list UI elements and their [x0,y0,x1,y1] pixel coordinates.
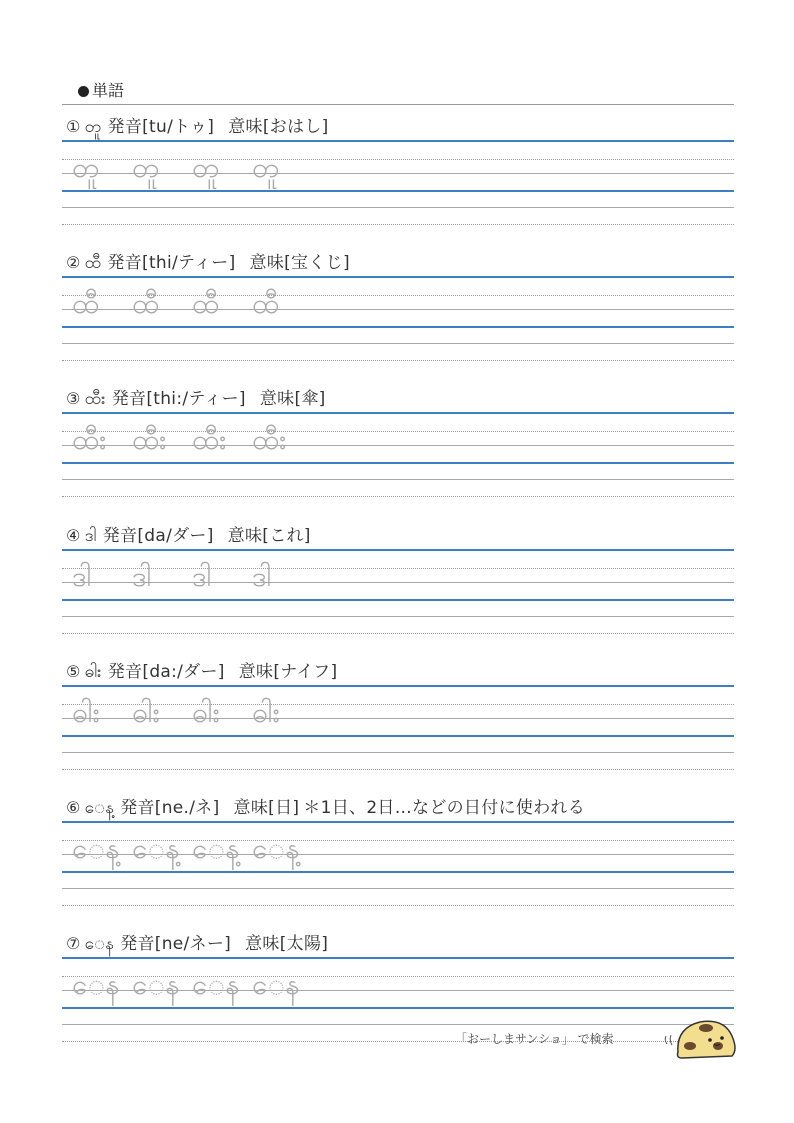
word-block [62,787,734,923]
tracing-row [72,967,672,1003]
myanmar-word: တူ [84,117,102,137]
ruled-line [62,633,734,634]
ruled-line [62,360,734,361]
ruled-line [62,343,734,344]
ruled-line [62,616,734,617]
bullet-dot-icon [78,86,89,97]
word-header [66,929,328,958]
ruled-line [62,735,734,737]
word-number: ② [66,253,81,273]
ruled-line [62,957,734,959]
tracing-glyph: ေန့ [72,832,120,865]
ruled-line [62,190,734,192]
tracing-glyph: ထီး [252,423,287,457]
myanmar-word: ဒါ [84,525,97,546]
pronunciation: 発音[ne./ネ] [120,798,220,818]
footer-search-text: 「おーしまサンショ」 で検索 [455,1032,614,1046]
tracing-glyph: ေန [132,968,180,1002]
ruled-line [62,871,734,873]
word-header [66,657,337,686]
word-header [66,112,329,141]
tracing-glyph: ထီး [72,423,107,457]
ruled-line [62,412,734,414]
pronunciation: 発音[da/ダー] [102,525,214,546]
ruled-line [62,224,734,225]
pronunciation: 発音[tu/トゥ] [107,117,215,137]
tracing-glyph: တူ [192,151,220,184]
word-block [62,515,734,651]
ruled-line [62,140,734,142]
tracing-glyph: တူ [72,151,100,184]
ruled-line [62,1041,734,1042]
ruled-line [62,685,734,687]
myanmar-word: ဓါး [84,661,102,682]
ruled-line [62,479,734,480]
ruled-line [62,821,734,823]
word-number: ① [66,117,81,136]
tracing-glyph: ထီး [192,423,227,457]
tracing-glyph: တူ [252,151,280,184]
tracing-glyph: ဒါ [192,559,212,593]
ruled-line [62,888,734,889]
ruled-line [62,207,734,208]
tracing-glyph: ေန [192,968,240,1002]
word-header [66,793,585,822]
tracing-glyph: ဓါး [72,695,100,729]
meaning: 意味[日] [233,798,300,818]
word-block [62,242,734,378]
ruled-line [62,1007,734,1009]
myanmar-word: ေန့ [84,798,115,818]
ruled-line [62,599,734,601]
pronunciation: 発音[da:/ダー] [107,661,225,682]
tracing-glyph: ေန [252,968,300,1002]
word-block [62,651,734,787]
tracing-glyph: ဒါ [252,559,272,593]
myanmar-word: ထီး [84,389,106,410]
pronunciation: 発音[thi/ティー] [107,253,236,274]
tracing-glyph: ဓါး [252,695,280,729]
word-number: ③ [66,389,81,409]
pronunciation: 発音[thi:/ティー] [111,389,246,410]
meaning: 意味[宝くじ] [249,253,350,274]
ruled-line [62,549,734,551]
pronunciation: 発音[ne/ネー] [120,934,232,955]
ruled-line [62,276,734,278]
tracing-glyph: ဒါ [132,559,152,593]
tracing-glyph: ေန [72,968,120,1002]
meaning: 意味[ナイフ] [238,661,338,682]
ruled-line [62,462,734,464]
tracing-row [72,150,672,186]
meaning: 意味[傘] [259,389,326,410]
tracing-glyph: ထီ [192,287,220,321]
ruled-line [62,326,734,328]
tracing-glyph: ထီး [132,423,167,457]
section-title: 単語 [78,78,124,101]
tracing-glyph: ထီ [132,287,160,321]
tracing-glyph: ဒါ [72,559,92,593]
tracing-row [72,559,672,595]
tracing-glyph: ဓါး [132,695,160,729]
word-number: ⑦ [66,934,81,954]
note: ＊1日、2日…などの日付に使われる [303,798,586,818]
tracing-glyph: ထီ [72,287,100,321]
ruled-line [62,905,734,906]
word-number: ⑤ [66,661,81,681]
top-rule [62,104,734,105]
word-header [66,521,311,550]
myanmar-word: ေန [84,934,115,955]
tracing-glyph: ေန့ [192,832,240,865]
word-block [62,378,734,514]
tracing-row [72,831,672,867]
tracing-row [72,286,672,322]
word-number: ④ [66,525,81,545]
mascot-icon [662,1016,738,1060]
ruled-line [62,1024,734,1025]
tracing-glyph: ဓါး [192,695,220,729]
tracing-row [72,695,672,731]
tracing-glyph: ေန့ [252,832,300,865]
meaning: 意味[これ] [227,525,311,546]
tracing-glyph: ထီ [252,287,280,321]
meaning: 意味[おはし] [228,117,329,137]
ruled-line [62,769,734,770]
myanmar-word: ထီ [84,253,102,274]
tracing-glyph: ေန့ [132,832,180,865]
ruled-line [62,752,734,753]
word-block [62,923,734,1059]
word-number: ⑥ [66,798,81,817]
word-header [66,384,326,413]
word-block [62,106,734,242]
ruled-line [62,496,734,497]
tracing-row [72,422,672,458]
word-header [66,248,350,277]
tracing-glyph: တူ [132,151,160,184]
meaning: 意味[太陽] [245,934,329,955]
